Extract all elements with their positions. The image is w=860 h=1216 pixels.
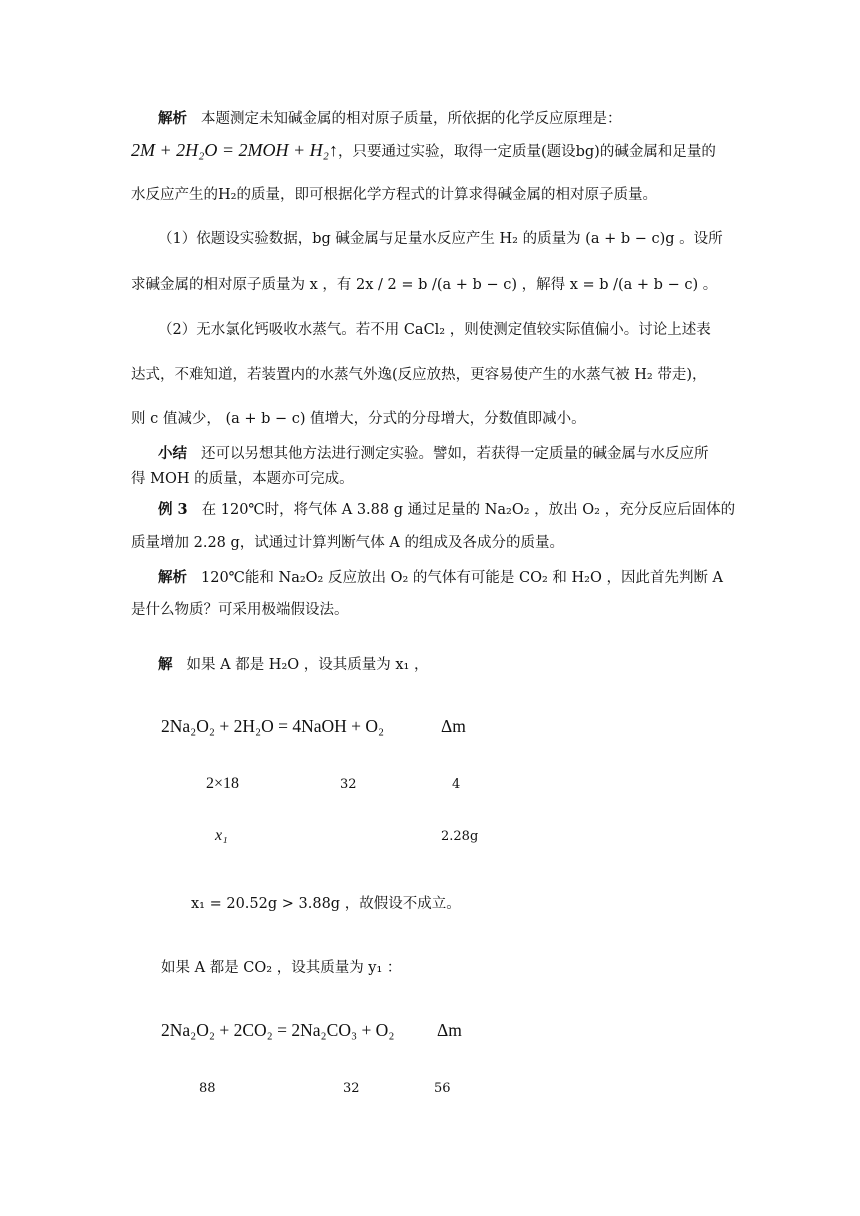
- para-step2-line-3: 则 c 值减少， (a + b − c) 值增大，分式的分母增大，分数值即减小。: [131, 411, 586, 427]
- para-analysis-1-line-1: [158, 109, 622, 129]
- para-analysis-1-line-2: [131, 140, 716, 162]
- solution-line-co2: 如果 A 都是 CO₂ ，设其质量为 y₁ ：: [161, 960, 402, 976]
- equation-h2o: 2Na₂O₂ + 2H₂O = 4NaOH + O₂: [161, 716, 385, 736]
- ratio-32-a: 32: [340, 777, 357, 792]
- para-step1-line-1: （1）依题设实验数据，bg 碱金属与足量水反应产生 H₂ 的质量为 (a + b − c)g 。设所: [158, 231, 723, 247]
- para-summary-line-1: [158, 444, 709, 464]
- label-analysis-2: 解析: [158, 569, 187, 586]
- text: 如果 A 都是 H₂O ，设其质量为 x₁ ，: [186, 657, 429, 673]
- result-x1: x₁ = 20.52g > 3.88g ，故假设不成立。: [191, 896, 461, 912]
- para-analysis-2-line-2: 是什么物质？可采用极端假设法。: [131, 602, 349, 618]
- text: 还可以另想其他方法进行测定实验。譬如，若获得一定质量的碱金属与水反应所: [201, 446, 709, 462]
- ratio-2x18: 2×18: [206, 775, 240, 792]
- para-step2-line-1: （2）无水氯化钙吸收水蒸气。若不用 CaCl₂ ，则使测定值较实际值偏小。讨论上述表: [158, 322, 711, 338]
- equation-co2: 2Na₂O₂ + 2CO₂ = 2Na₂CO₃ + O₂: [161, 1020, 395, 1040]
- ratio-4: 4: [452, 777, 461, 792]
- solution-line-1: [158, 655, 428, 675]
- ratio-32-b: 32: [343, 1081, 360, 1096]
- para-example-line-2: 质量增加 2.28 g，试通过计算判断气体 A 的组成及各成分的质量。: [131, 535, 564, 551]
- para-summary-line-2: 得 MOH 的质量，本题亦可完成。: [131, 471, 354, 487]
- unknown-x1: x₁: [215, 827, 228, 844]
- value-2-28g: 2.28g: [441, 829, 479, 844]
- text: 在 120℃时，将气体 A 3.88 g 通过足量的 Na₂O₂ ，放出 O₂ ，充分反应后固体的: [201, 502, 736, 518]
- text: 本题测定未知碱金属的相对原子质量，所依据的化学反应原理是：: [201, 111, 622, 127]
- ratio-88: 88: [199, 1081, 216, 1096]
- reaction-equation: 2M + 2H₂O = 2MOH + H₂↑: [131, 140, 338, 160]
- para-step1-line-2: 求碱金属的相对原子质量为 x ，有 2x / 2 = b /(a + b − c) ，解得 x = b /(a + b − c) 。: [131, 277, 718, 293]
- para-analysis-1-line-3: 水反应产生的H₂的质量，即可根据化学方程式的计算求得碱金属的相对原子质量。: [131, 187, 657, 203]
- delta-m-2: Δm: [437, 1020, 462, 1040]
- ratio-56: 56: [434, 1081, 451, 1096]
- label-analysis-1: 解析: [158, 110, 187, 127]
- para-step2-line-2: 达式，不难知道，若装置内的水蒸气外逸(反应放热，更容易使产生的水蒸气被 H₂ 带走)，: [131, 367, 707, 383]
- para-analysis-2-line-1: [158, 568, 723, 588]
- text: 120℃能和 Na₂O₂ 反应放出 O₂ 的气体有可能是 CO₂ 和 H₂O ，因此首先判断 A: [201, 570, 724, 586]
- delta-m-1: Δm: [441, 716, 466, 736]
- label-example: 例 3: [158, 501, 188, 518]
- para-example-line-1: [158, 500, 735, 520]
- label-solution: 解: [158, 656, 173, 673]
- text: ，只要通过实验，取得一定质量(题设bg)的碱金属和足量的: [337, 144, 716, 160]
- label-summary: 小结: [158, 445, 187, 462]
